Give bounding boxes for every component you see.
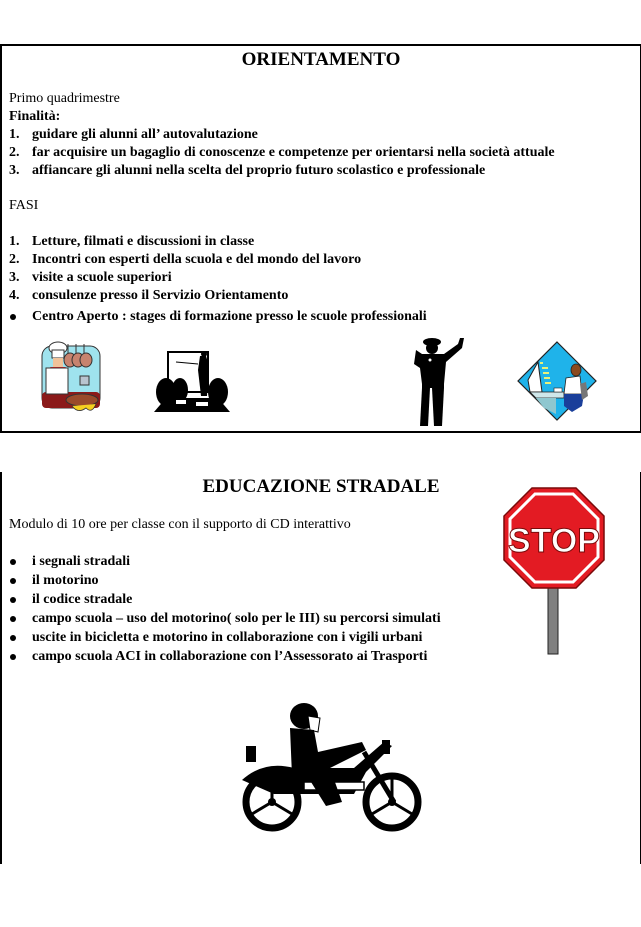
item-number: 3. xyxy=(9,163,20,178)
bullet-icon xyxy=(10,559,16,565)
item-number: 2. xyxy=(9,145,20,160)
bullet-icon xyxy=(10,314,16,320)
item-text: il motorino xyxy=(32,573,99,588)
bullet-icon xyxy=(10,616,16,622)
educazione-stradale-section xyxy=(0,472,641,864)
item-number: 4. xyxy=(9,288,20,303)
item-text: visite a scuole superiori xyxy=(32,270,172,285)
period-label: Primo quadrimestre xyxy=(9,91,120,106)
item-number: 1. xyxy=(9,234,20,249)
item-text: far acquisire un bagaglio di conoscenze e competenze per orientarsi nella società attuale xyxy=(32,145,555,160)
stop-sign-icon xyxy=(502,486,606,656)
finalita-label: Finalità: xyxy=(9,109,61,124)
item-text: il codice stradale xyxy=(32,592,133,607)
computer-worker-icon xyxy=(516,340,598,422)
item-text: i segnali stradali xyxy=(32,554,131,569)
section-title: ORIENTAMENTO xyxy=(241,49,401,70)
bullet-icon xyxy=(10,654,16,660)
item-text: consulenze presso il Servizio Orientamento xyxy=(32,288,289,303)
item-text: uscite in bicicletta e motorino in collaborazione con i vigili urbani xyxy=(32,630,423,645)
item-text: Incontri con esperti della scuola e del mondo del lavoro xyxy=(32,252,362,267)
item-text: Centro Aperto : stages di formazione presso le scuole professionali xyxy=(32,309,427,324)
module-description: Modulo di 10 ore per classe con il supporto di CD interattivo xyxy=(9,517,351,532)
chef-cooking-icon xyxy=(40,340,104,414)
item-number: 2. xyxy=(9,252,20,267)
section-title: EDUCAZIONE STRADALE xyxy=(202,476,440,497)
item-text: Letture, filmati e discussioni in classe xyxy=(32,234,255,249)
fasi-label: FASI xyxy=(9,198,39,213)
item-text: campo scuola – uso del motorino( solo per le III) su percorsi simulati xyxy=(32,611,441,626)
classroom-presentation-icon xyxy=(152,350,232,414)
item-text: campo scuola ACI in collaborazione con l’Assessorato ai Trasporti xyxy=(32,649,428,664)
item-text: guidare gli alunni all’ autovalutazione xyxy=(32,127,258,142)
stop-sign-text: STOP xyxy=(508,522,600,560)
item-text: affiancare gli alunni nella scelta del proprio futuro scolastico e professionale xyxy=(32,163,486,178)
police-officer-icon xyxy=(410,334,466,430)
motorcycle-rider-icon xyxy=(234,702,426,842)
item-number: 3. xyxy=(9,270,20,285)
orientamento-section xyxy=(0,44,641,433)
bullet-icon xyxy=(10,635,16,641)
item-number: 1. xyxy=(9,127,20,142)
bullet-icon xyxy=(10,578,16,584)
bullet-icon xyxy=(10,597,16,603)
